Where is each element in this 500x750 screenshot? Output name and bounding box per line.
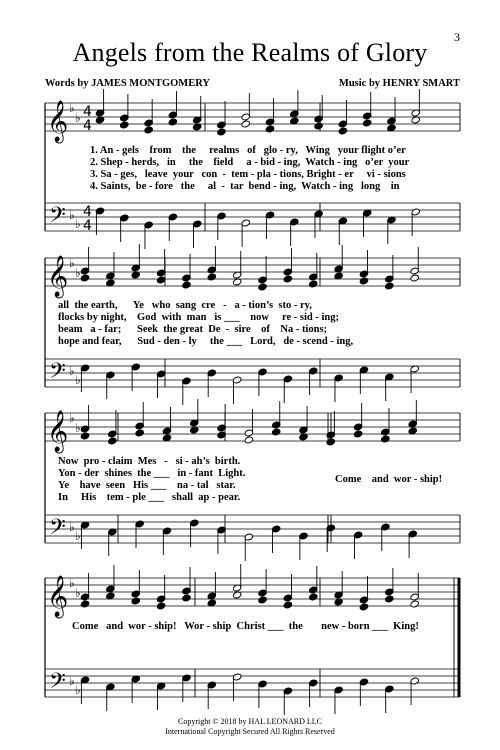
lyric-verse-2: flocks by night, God with man is ___ now re - sid - ing; xyxy=(58,312,340,323)
note-head xyxy=(135,429,144,437)
bass-clef-icon: 𝄢 xyxy=(49,203,66,233)
flat-icon: ♭ xyxy=(69,674,75,688)
page-number: 3 xyxy=(454,30,460,44)
lyric-verse-1: all the earth, Ye who sang cre - a - tion’s sto - ry, xyxy=(58,300,312,311)
bass-clef-icon: 𝄢 xyxy=(49,669,66,699)
lyric-verse-2: 2. Shep - herds, in the field a - bid - ing, Watch - ing o’er your xyxy=(90,157,410,168)
song-title: Angels from the Realms of Glory xyxy=(72,38,428,67)
flat-icon: ♭ xyxy=(69,208,75,222)
note-head xyxy=(258,596,267,604)
bass-clef-icon: 𝄢 xyxy=(49,515,66,545)
note-head xyxy=(308,280,317,288)
lyric-verse-3: Ye have seen His ___ na - tal star. xyxy=(58,480,236,491)
bass-clef-icon: 𝄢 xyxy=(49,359,66,389)
note-head xyxy=(265,125,274,133)
note-head xyxy=(168,118,177,126)
note-head xyxy=(108,437,117,445)
flat-icon: ♭ xyxy=(75,586,81,600)
flat-icon: ♭ xyxy=(69,101,75,115)
lyric-verse-2: Yon - der shines the ___ in - fant Light. xyxy=(58,468,246,479)
note-head xyxy=(241,120,250,128)
note-head xyxy=(80,274,89,282)
treble-clef-icon: 𝄞 xyxy=(47,411,69,452)
time-signature-bottom: 4 xyxy=(83,218,92,234)
note-head xyxy=(156,276,165,284)
flat-icon: ♭ xyxy=(75,421,81,435)
note-head xyxy=(338,127,347,135)
note-head xyxy=(308,593,317,601)
flat-icon: ♭ xyxy=(75,683,81,697)
note-head xyxy=(207,273,216,281)
flat-icon: ♭ xyxy=(69,576,75,590)
copyright-notice xyxy=(0,717,500,737)
lyric-verse-1: Now pro - claim Mes - si - ah’s birth. xyxy=(58,456,241,467)
lyric-verse-4: In His tem - ple ___ shall ap - pear. xyxy=(58,492,241,503)
note-head xyxy=(353,430,362,438)
time-signature-top: 4 xyxy=(83,204,92,220)
flat-icon: ♭ xyxy=(69,520,75,534)
note-head xyxy=(80,432,89,440)
lyric-verse-3: 3. Sa - ges, leave your con - tem - pla - tions, Bright - er vi - sions xyxy=(90,169,406,180)
note-head xyxy=(410,600,419,608)
time-signature-top: 4 xyxy=(83,104,92,120)
flat-icon: ♭ xyxy=(75,111,81,125)
note-head xyxy=(359,603,368,611)
note-head xyxy=(362,119,371,127)
note-head xyxy=(326,438,335,446)
note-head xyxy=(156,602,165,610)
composer-credit: Music by HENRY SMART xyxy=(338,78,460,89)
lyric-verse-4: 4. Saints, be - fore the al - tar bend - ing, Watch - ing long in xyxy=(90,181,400,192)
flat-icon: ♭ xyxy=(69,411,75,425)
note-head xyxy=(359,277,368,285)
note-head xyxy=(244,436,253,444)
treble-clef-icon: 𝄞 xyxy=(47,256,69,297)
lyric-verse-3: beam a - far; Seek the great De - sire of Na - tions; xyxy=(58,324,328,335)
note-head xyxy=(182,594,191,602)
note-head xyxy=(120,121,129,129)
note-head xyxy=(283,601,292,609)
flat-icon: ♭ xyxy=(75,529,81,543)
note-head xyxy=(385,595,394,603)
note-head xyxy=(385,282,394,290)
note-head xyxy=(182,281,191,289)
note-head xyxy=(144,126,153,134)
flat-icon: ♭ xyxy=(69,364,75,378)
lyric-verse-1: 1. An - gels from the realms of glo - ry, Wing your flight o’er xyxy=(90,145,406,156)
copyright-line-1: Copyright © 2018 by HAL LEONARD LLC xyxy=(178,717,322,726)
copyright-line-2: International Copyright Secured All Rights Reserved xyxy=(165,727,335,736)
lyric-verse-4: hope and fear, Sud - den - ly the ___ Lord, de - scend - ing, xyxy=(58,336,354,347)
note-head xyxy=(271,428,280,436)
note-head xyxy=(410,274,419,282)
note-head xyxy=(131,597,140,605)
note-head xyxy=(217,128,226,136)
lyricist-credit: Words by JAMES MONTGOMERY xyxy=(45,78,211,89)
note-head xyxy=(381,435,390,443)
treble-clef-icon: 𝄞 xyxy=(47,101,69,142)
flat-icon: ♭ xyxy=(75,217,81,231)
refrain-line: Come and wor - ship! xyxy=(335,474,443,485)
note-head xyxy=(80,600,89,608)
flat-icon: ♭ xyxy=(69,256,75,270)
flat-icon: ♭ xyxy=(75,266,81,280)
lyric-line: Come and wor - ship! Wor - ship Christ ___ the new - born ___ King! xyxy=(72,621,419,632)
note-head xyxy=(314,122,323,130)
note-head xyxy=(258,283,267,291)
time-signature-bottom: 4 xyxy=(83,118,92,134)
flat-icon: ♭ xyxy=(75,373,81,387)
treble-clef-icon: 𝄞 xyxy=(47,576,69,617)
note-head xyxy=(283,275,292,283)
